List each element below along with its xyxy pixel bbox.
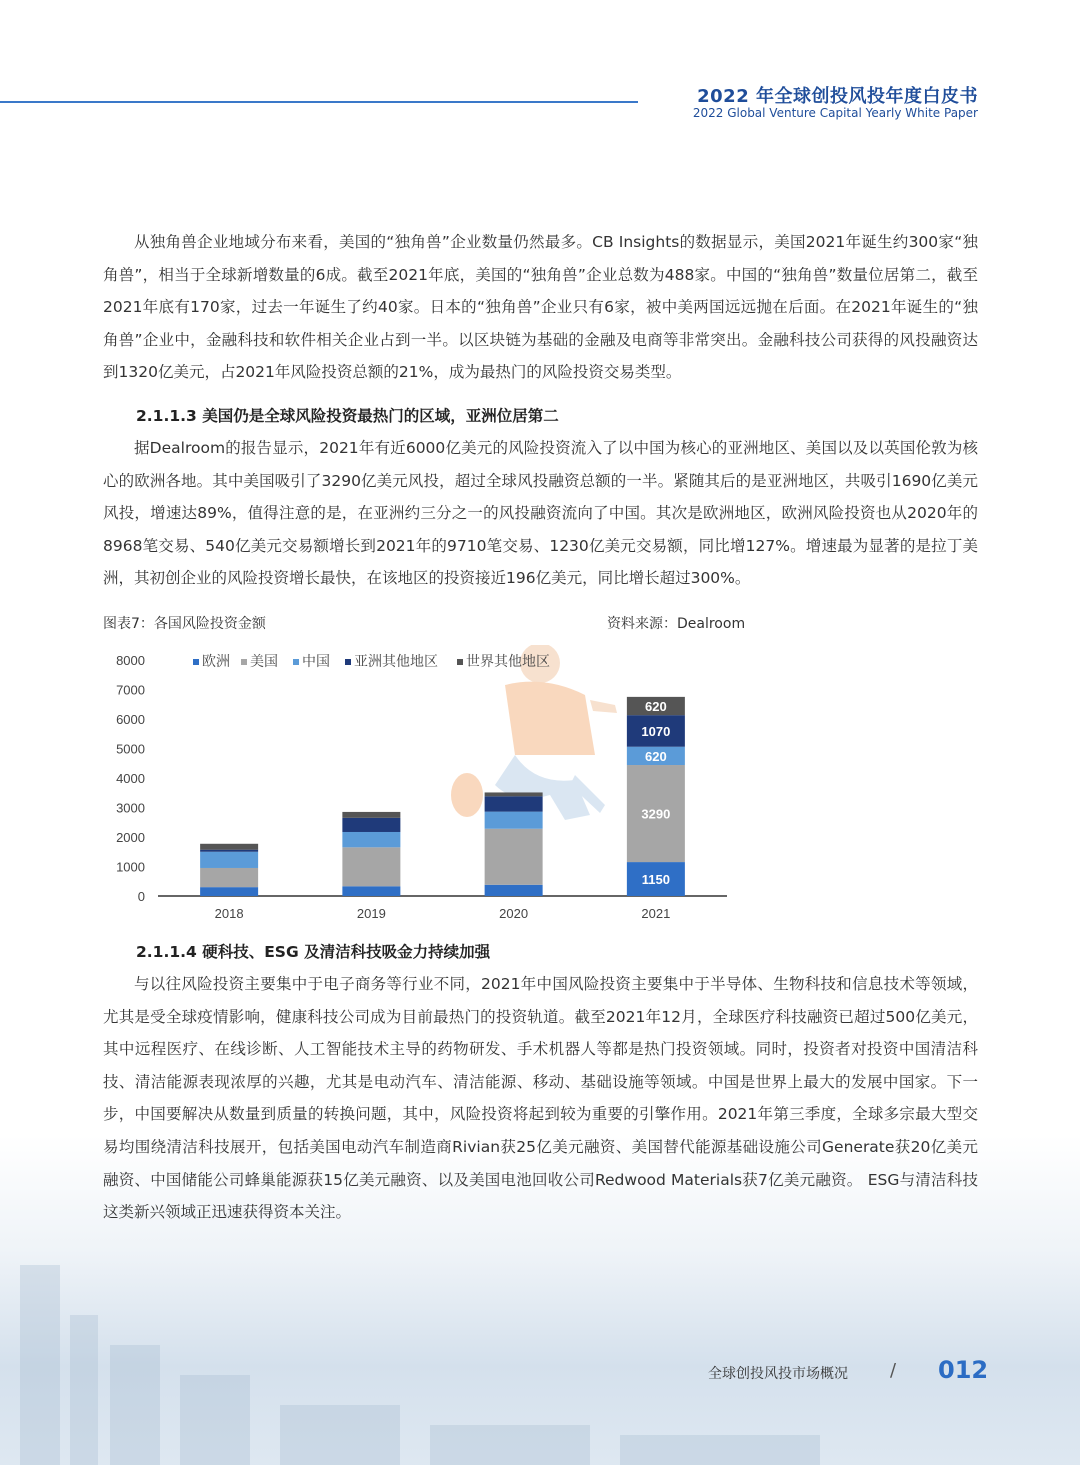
footer-separator: / — [890, 1360, 897, 1381]
legend-label: 中国 — [302, 654, 330, 670]
bar-segment — [342, 832, 400, 847]
bar-data-label: 620 — [645, 699, 667, 715]
legend-label: 亚洲其他地区 — [354, 654, 438, 670]
y-tick-label: 1000 — [116, 859, 145, 875]
legend-label: 美国 — [250, 654, 278, 670]
header-title: 2022 年全球创投风投年度白皮书 — [697, 86, 978, 107]
y-tick-label: 2000 — [116, 830, 145, 845]
bar-segment — [342, 812, 400, 818]
y-tick-label: 6000 — [116, 712, 145, 727]
legend-swatch — [293, 659, 299, 665]
bar-data-label: 3290 — [641, 806, 671, 822]
y-tick-label: 4000 — [116, 771, 145, 786]
bar-segment — [200, 887, 258, 896]
figure-source: 资料来源：Dealroom — [607, 616, 746, 632]
paragraph-hardtech-esg: 与以往风险投资主要集中于电子商务等行业不同，2021年中国风险投资主要集中于半导体、生物科技和信息技术等领域，尤其是受全球疫情影响，健康科技公司成为目前最热门的投资轨道。截至2021年12月，全球医疗科技融资已超过500亿美元，其中远程医疗、在线诊断、人工智能技术主导的药物研发、手术机器人等都是热门投资领域。同时，投资者对投资中国清洁科技、清洁能源表现浓厚的兴趣，尤其是电动汽车、清洁能源、移动、基础设施等领域。中国是世界上最大的发展中国家。下一步，中国要解决从数量到质量的转换问题，其中，风险投资将起到较为重要的引擎作用。2021年第三季度，全球多宗最大型交易均围绕清洁科技展开，包括美国电动汽车制造商Rivian获25亿美元融资、美国替代能源基础设施公司Generate获20亿美元 融资、中国储能公司蜂巢能源获15亿美元融资、以及美国电池回收公司Redwood Materials获7亿美元融资。 ESG与清洁科技这类新兴领域正迅速获得资本关注。 — [103, 975, 978, 1222]
y-tick-label: 8000 — [116, 653, 145, 668]
bar-segment — [200, 844, 258, 850]
legend-swatch — [345, 659, 351, 665]
legend-label: 世界其他地区 — [466, 654, 550, 670]
bar-data-label: 1150 — [641, 872, 670, 888]
bar-segment — [342, 818, 400, 832]
bar-segment — [485, 812, 543, 829]
header-rule — [0, 101, 638, 103]
bar-segment — [342, 886, 400, 896]
bar-segment — [485, 792, 543, 796]
bar-segment — [200, 850, 258, 852]
paragraph-unicorns: 从独角兽企业地域分布来看，美国的“独角兽”企业数量仍然最多。CB Insights的数据显示，美国2021年诞生约300家“独角兽”，相当于全球新增数量的6成。截至2021年底，美国的“独角兽”企业总数为488家。中国的“独角兽”数量位居第二，截至2021年底有170家，过去一年诞生了约40家。日本的“独角兽”企业只有6家，被中美两国远远抛在后面。在2021年诞生的“独角兽”企业中，金融科技和软件相关企业占到一半。以区块链为基础的金融及电商等非常突出。金融科技公司获得的风投融资达到1320亿美元，占2021年风险投资总额的21%，成为最热门的风险投资交易类型。 — [103, 233, 978, 382]
figure-caption: 图表7：各国风险投资金额 — [103, 616, 266, 632]
x-tick-label: 2020 — [499, 906, 529, 921]
y-tick-label: 7000 — [116, 682, 145, 698]
y-tick-label: 3000 — [116, 800, 145, 816]
section-heading-2-1-1-4: 2.1.1.4 硬科技、ESG 及清洁科技吸金力持续加强 — [136, 943, 491, 961]
header-subtitle: 2022 Global Venture Capital Yearly White Paper — [692, 106, 978, 120]
bar-segment — [200, 852, 258, 868]
paragraph-regions: 据Dealroom的报告显示，2021年有近6000亿美元的风险投资流入了以中国为核心的亚洲地区、美国以及以英国伦敦为核心的欧洲各地。其中美国吸引了3290亿美元风投，超过全球风投融资总额的一半。紧随其后的是亚洲地区，共吸引1690亿美元风投，增速达89%，值得注意的是，在亚洲约三分之一的风投融资流向了中国。其次是欧洲地区，欧洲风险投资也从2020年的8968笔交易、540亿美元交易额增长到2021年的9710笔交易、1230亿美元交易额，同比增127%。增速最为显著的是拉丁美洲，其初创企业的风险投资增长最快，在该地区的投资接近196亿美元，同比增长超过300%。 — [103, 439, 978, 588]
y-tick-label: 5000 — [116, 741, 145, 757]
legend-swatch — [193, 659, 199, 665]
y-tick-label: 0 — [137, 889, 145, 904]
bar-data-label: 1070 — [641, 723, 671, 739]
x-tick-label: 2018 — [214, 906, 244, 921]
footer-section-name: 全球创投风投市场概况 — [708, 1366, 848, 1382]
section-heading-2-1-1-3: 2.1.1.3 美国仍是全球风险投资最热门的区域，亚洲位居第二 — [136, 407, 559, 425]
bar-segment — [342, 847, 400, 886]
page-number: 012 — [938, 1356, 989, 1384]
bar-segment — [485, 885, 543, 896]
bar-data-label: 620 — [645, 748, 667, 764]
legend-swatch — [241, 659, 247, 665]
bar-segment — [485, 829, 543, 885]
x-tick-label: 2021 — [641, 906, 671, 921]
bar-segment — [200, 868, 258, 887]
legend-swatch — [457, 659, 463, 665]
stacked-bar-chart — [95, 645, 745, 930]
legend-label: 欧洲 — [202, 654, 230, 670]
bar-segment — [485, 796, 543, 811]
x-tick-label: 2019 — [356, 906, 386, 921]
